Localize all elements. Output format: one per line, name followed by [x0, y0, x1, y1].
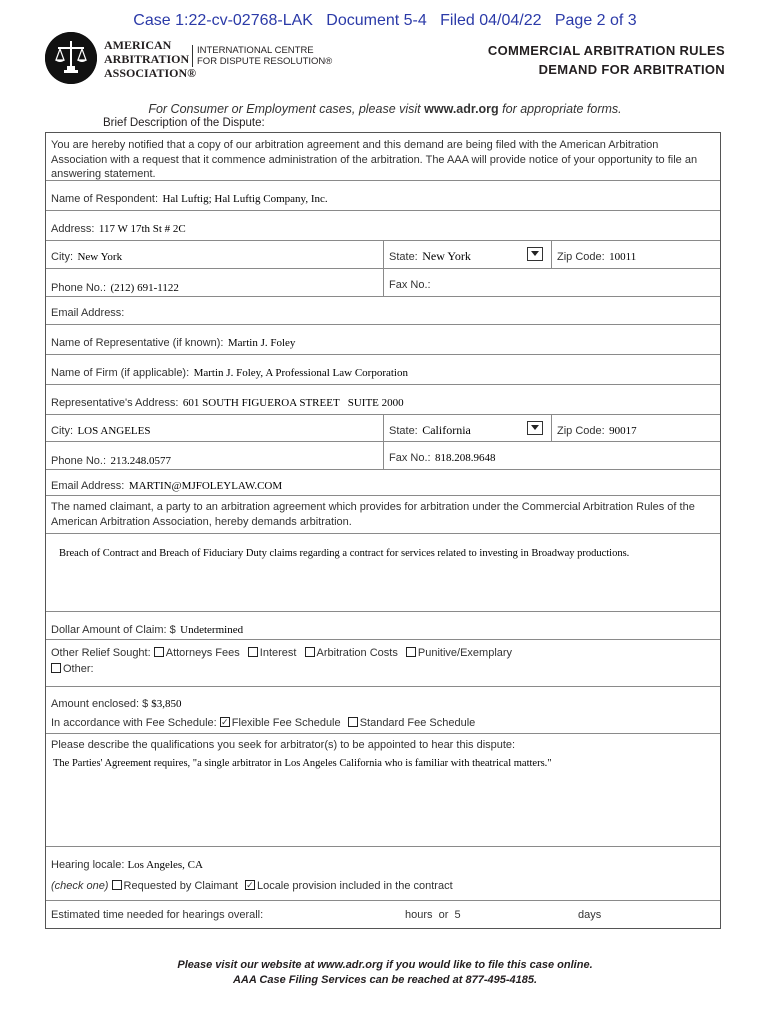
footer-line-2: AAA Case Filing Services can be reached at 877-495-4185. [232, 974, 538, 986]
rep-city-label: City: [51, 425, 73, 437]
footer-line-1: Please visit our website at www.adr.org if you would like to file this case online. [177, 959, 593, 971]
respondent-name-label: Name of Respondent: [51, 193, 159, 205]
rep-state-select[interactable]: California [422, 423, 471, 437]
standard-fee-checkbox[interactable] [348, 717, 358, 727]
respondent-phone-label: Phone No.: [51, 282, 107, 294]
rep-zip-label: Zip Code: [557, 425, 605, 437]
rep-fax-field[interactable]: 818.208.9648 [435, 452, 496, 464]
hearing-locale-field[interactable]: Los Angeles, CA [127, 859, 203, 871]
scales-icon [45, 32, 97, 84]
respondent-city-field[interactable]: New York [77, 251, 123, 263]
flexible-fee-checkbox[interactable]: ✓ [221, 717, 229, 728]
standard-fee-label: Standard Fee Schedule [359, 717, 476, 729]
respondent-zip-field[interactable]: 10011 [609, 251, 637, 263]
org-line-3: ASSOCIATION® [104, 66, 197, 80]
rep-address-row [46, 385, 720, 415]
respondent-city-row [46, 241, 720, 269]
interest-checkbox[interactable] [248, 647, 258, 657]
respondent-state-label: State: [389, 251, 418, 263]
rep-phone-label: Phone No.: [51, 455, 107, 467]
claimant-statement-row [46, 496, 720, 534]
check-one-label: (check one) [51, 880, 109, 892]
respondent-name-row [46, 181, 720, 211]
fee-schedule-label: In accordance with Fee Schedule: [51, 717, 217, 729]
rep-firm-field[interactable]: Martin J. Foley, A Professional Law Corporation [193, 367, 408, 379]
amount-enclosed-field[interactable]: $3,850 [151, 698, 182, 710]
requested-by-claimant-checkbox[interactable] [112, 880, 122, 890]
dispute-description-field[interactable]: Breach of Contract and Breach of Fiduciary Duty claims regarding a contract for services related to investing in Broadway productions. [59, 548, 630, 559]
icdr-line-1: INTERNATIONAL CENTRE [197, 45, 314, 56]
respondent-email-label: Email Address: [51, 307, 125, 319]
icdr-line-2: FOR DISPUTE RESOLUTION® [197, 56, 333, 67]
form-title [488, 41, 725, 79]
rep-firm-label: Name of Firm (if applicable): [51, 367, 190, 379]
qualifications-row [46, 734, 720, 847]
attorneys-fees-checkbox[interactable] [154, 647, 164, 657]
hearing-locale-row [46, 847, 720, 901]
respondent-address-row [46, 211, 720, 241]
interest-label: Interest [259, 647, 297, 659]
org-line-1: AMERICAN [104, 38, 172, 52]
rep-phone-field[interactable]: 213.248.0577 [110, 455, 171, 467]
rep-city-row [46, 415, 720, 442]
rep-email-label: Email Address: [51, 480, 125, 492]
locale-provision-checkbox[interactable]: ✓ [246, 880, 254, 891]
other-relief-checkbox[interactable] [51, 663, 61, 673]
respondent-address-field[interactable]: 117 W 17th St # 2C [98, 223, 186, 235]
locale-provision-label: Locale provision included in the contract [256, 880, 453, 892]
notice-text: You are hereby notified that a copy of our arbitration agreement and this demand are being filed with the American Arbitration Association with a request that it commence administration of the arbitration. The AAA will provide notice of your opportunity to file an answering statement. [51, 139, 698, 180]
rep-zip-field[interactable]: 90017 [609, 425, 637, 437]
punitive-checkbox[interactable] [406, 647, 416, 657]
rep-email-field[interactable]: MARTIN@MJFOLEYLAW.COM [128, 480, 283, 492]
chevron-down-icon[interactable] [527, 421, 543, 435]
aaa-logo [45, 32, 97, 84]
brief-description-label: Brief Description of the Dispute: [103, 117, 265, 129]
respondent-name-field[interactable]: Hal Luftig; Hal Luftig Company, Inc. [162, 193, 328, 205]
rep-email-row [46, 470, 720, 496]
claim-amount-field[interactable]: Undetermined [180, 624, 244, 636]
arbitration-costs-checkbox[interactable] [305, 647, 315, 657]
demand-form [45, 132, 721, 929]
consumer-note-post: for appropriate forms. [498, 102, 622, 116]
case-header: Case 1:22-cv-02768-LAK Document 5-4 Filed 04/04/22 Page 2 of 3 [133, 12, 637, 29]
icdr-wordmark [192, 45, 332, 67]
notice-row [46, 133, 720, 181]
rep-name-row [46, 325, 720, 355]
other-relief-label: Other: [63, 663, 94, 675]
respondent-fax-label: Fax No.: [389, 279, 431, 291]
chevron-down-icon[interactable] [527, 247, 543, 261]
consumer-note [0, 102, 770, 116]
attorneys-fees-label: Attorneys Fees [165, 647, 240, 659]
rep-phone-row [46, 442, 720, 470]
rep-address-label: Representative's Address: [51, 397, 179, 409]
flexible-fee-label: Flexible Fee Schedule [231, 717, 341, 729]
hearing-time-label: Estimated time needed for hearings overall: [51, 909, 264, 921]
adr-link[interactable]: www.adr.org [424, 102, 499, 116]
respondent-address-label: Address: [51, 223, 95, 235]
hearing-days-label: days [578, 909, 602, 921]
claimant-statement: The named claimant, a party to an arbitration agreement which provides for arbitration under the Commercial Arbitration Rules of the American Arbitration Association, hereby demands arbitration. [51, 501, 695, 528]
qualifications-label: Please describe the qualifications you seek for arbitrator(s) to be appointed to hear this dispute: [51, 739, 516, 751]
rep-name-label: Name of Representative (if known): [51, 337, 224, 349]
dispute-description-row [46, 534, 720, 612]
rep-name-field[interactable]: Martin J. Foley [227, 337, 296, 349]
amount-enclosed-row [46, 687, 720, 734]
hearing-time-row [46, 901, 720, 928]
relief-label: Other Relief Sought: [51, 647, 151, 659]
respondent-phone-row [46, 269, 720, 297]
punitive-label: Punitive/Exemplary [417, 647, 513, 659]
respondent-email-row [46, 297, 720, 325]
arbitration-costs-label: Arbitration Costs [316, 647, 398, 659]
rep-firm-row [46, 355, 720, 385]
hearing-locale-label: Hearing locale: [51, 859, 125, 871]
form-title-line-2: DEMAND FOR ARBITRATION [538, 62, 725, 77]
qualifications-field[interactable]: The Parties' Agreement requires, "a single arbitrator in Los Angeles California who is familiar with theatrical matters." [53, 758, 552, 769]
aaa-wordmark [104, 38, 196, 80]
footer [0, 958, 770, 988]
amount-enclosed-label: Amount enclosed: $ [51, 698, 149, 710]
rep-fax-label: Fax No.: [389, 452, 431, 464]
relief-row [46, 640, 720, 687]
respondent-phone-field[interactable]: (212) 691-1122 [110, 282, 179, 294]
respondent-state-select[interactable]: New York [422, 249, 471, 263]
requested-by-claimant-label: Requested by Claimant [123, 880, 238, 892]
form-title-line-1: COMMERCIAL ARBITRATION RULES [487, 43, 725, 58]
rep-city-field[interactable]: LOS ANGELES [77, 425, 151, 437]
respondent-city-label: City: [51, 251, 73, 263]
respondent-zip-label: Zip Code: [557, 251, 605, 263]
claim-amount-label: Dollar Amount of Claim: $ [51, 624, 176, 636]
claim-amount-row [46, 612, 720, 640]
hearing-hours-field[interactable]: hours or 5 [405, 909, 461, 921]
consumer-note-pre: For Consumer or Employment cases, please visit [148, 102, 425, 116]
rep-address-field[interactable]: 601 SOUTH FIGUEROA STREET SUITE 2000 [182, 397, 404, 409]
org-line-2: ARBITRATION [104, 52, 190, 66]
rep-state-label: State: [389, 425, 418, 437]
